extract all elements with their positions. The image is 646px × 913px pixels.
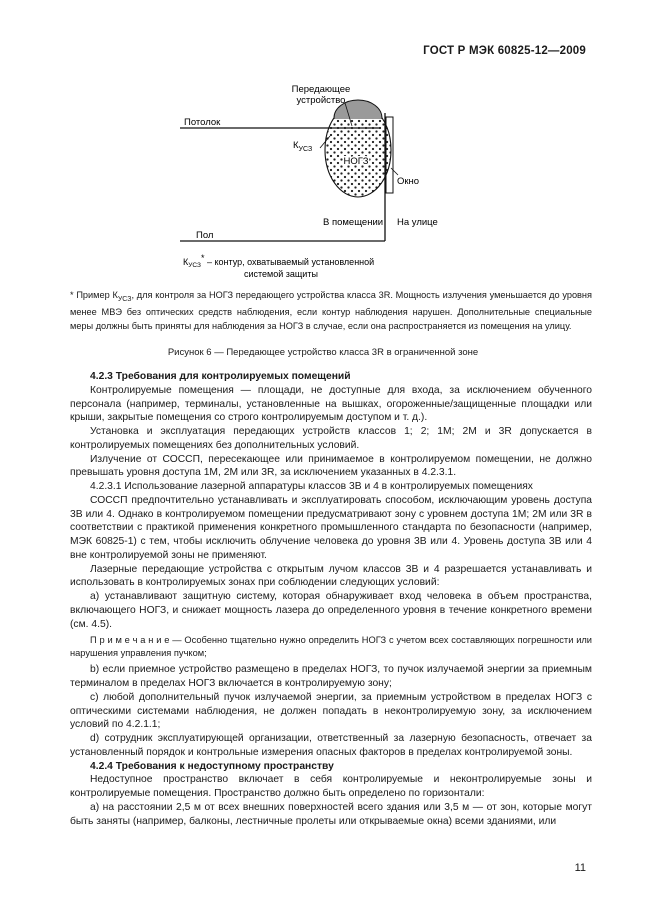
note [70, 634, 592, 660]
legend-star: * [200, 253, 205, 263]
legend-text1: – контур, охватываемый установленной [204, 257, 375, 267]
paragraph: Установка и эксплуатация передающих устройств классов 1; 2; 1M; 2M и 3R допускается в контролируемых помещениях без дополнительных условий. [70, 426, 592, 451]
paragraph: Контролируемые помещения — площади, не доступные для входа, за исключением обученного персонала (например, терминалы, установленные на вышках, огороженные/защищенные площадки или крыши, закрытые помещения со строго контролируемым доступом и т. д.). [70, 384, 592, 424]
kuse-label-main: К [293, 140, 299, 151]
paragraph: Лазерные передающие устройства с открытым лучом классов 3В и 4 разрешается устанавливать и использовать в контролируемых зонах при соблюдении следующих условий: [70, 563, 592, 589]
body-text [70, 370, 592, 828]
page-number: 11 [574, 862, 586, 874]
inside-label: В помещении [323, 217, 384, 228]
document-header: ГОСТ Р МЭК 60825-12—2009 [423, 45, 586, 57]
list-item-a: a) устанавливают защитную систему, которая обнаруживает вход человека в объем пространства, включающего НОГЗ, и снижает мощность лазера до определенного уровня в течение конкретного времени (см. 4.5). [70, 591, 592, 630]
legend-line1 [183, 253, 374, 269]
legend-line2: системой защиты [244, 269, 318, 279]
legend-k: К [183, 257, 189, 267]
note-text: — Особенно тщательно нужно определить НОГЗ с учетом всех составляющих погрешности или нарушения управления пучком; [70, 635, 593, 659]
legend-sub: УСЗ [188, 262, 201, 269]
list-item-d: d) сотрудник эксплуатирующей организации, ответственный за лазерную безопасность, отвечает за установленный порядок и контрольные измерения опасных факторов в пределах контролируемой зоны. [70, 733, 592, 758]
nogz-label: НОГЗ [343, 156, 369, 167]
outside-label: На улице [397, 217, 438, 228]
kuse-label-sub: УСЗ [298, 146, 313, 153]
kuse-label [293, 140, 312, 153]
ceiling-label: Потолок [184, 117, 221, 128]
footnote-rest: , для контроля за НОГЗ передающего устройства класса 3R. Мощность излучения уменьшается до уровня менее МВЭ без оптических средств наблюдения, если контур наблюдения нарушен. Дополнительные специальные меры должны быть приняты для наблюдения за НОГЗ в случае, если она распространяется из помещения на улицу. [70, 290, 592, 332]
list-item-a2: a) на расстоянии 2,5 м от всех внешних поверхностей всего здания или 3,5 м — от зон, которые могут быть заняты (например, балконы, лестничные пролеты или открываемые окна) всеми зданиями, или [70, 801, 592, 827]
section-heading-4-2-4: 4.2.4 Требования к недоступному пространству [90, 760, 334, 772]
footnote-lead: * Пример К [70, 290, 118, 300]
floor-label: Пол [196, 230, 214, 241]
transmitter-label-line2: устройство [296, 95, 346, 106]
subsection-heading-4-2-3-1: 4.2.3.1 Использование лазерной аппаратуры классов 3В и 4 в контролируемых помещениях [90, 481, 533, 492]
window-label: Окно [397, 176, 420, 187]
figure-caption: Рисунок 6 — Передающее устройство класса 3R в ограниченной зоне [167, 347, 479, 358]
figure-6-diagram [0, 0, 646, 285]
list-item-b: b) если приемное устройство размещено в пределах НОГЗ, то пучок излучаемой энергии за приемным терминалом в пределах НОГЗ включается в контролируемую зону; [70, 664, 592, 689]
paragraph: Недоступное пространство включает в себя контролируемые и неконтролируемые зоны и контролируемые помещения. Пространство должно быть определено по горизонтали: [70, 774, 592, 799]
paragraph: СОССП предпочтительно устанавливать и эксплуатировать способом, исключающим уровень доступа 3В или 4. Однако в контролируемом помещении предусматривают зону с уровнем доступа 1M; 2M или 3R в соответствии с практикой применения конкретного промышленного стандарта по безопасности (например, МЭК 60825-1) с тем, чтобы исключить облучение человека до уровня 3В или 4. Уровень доступа 3В или 4 вне контролируемой зоны не применяют. [70, 494, 592, 561]
section-heading-4-2-3: 4.2.3 Требования для контролируемых помещений [90, 371, 351, 382]
note-label: П р и м е ч а н и е [90, 635, 170, 646]
footnote-sub: УСЗ [117, 295, 132, 303]
figure-footnote [70, 289, 592, 334]
transmitter-label-line1: Передающее [291, 84, 351, 95]
paragraph: Излучение от СОССП, пересекающее или принимаемое в контролируемом помещении, не должно превышать уровня доступа 1М, 2М или 3R, за исключением указанных в 4.2.3.1. [70, 453, 592, 479]
list-item-c: c) любой дополнительный пучок излучаемой энергии, за приемным устройством в пределах НОГЗ с оптическими системами наблюдения, не должен попадать в неконтролируемую зону, за исключением условий по 4.2.1.1; [70, 691, 592, 731]
